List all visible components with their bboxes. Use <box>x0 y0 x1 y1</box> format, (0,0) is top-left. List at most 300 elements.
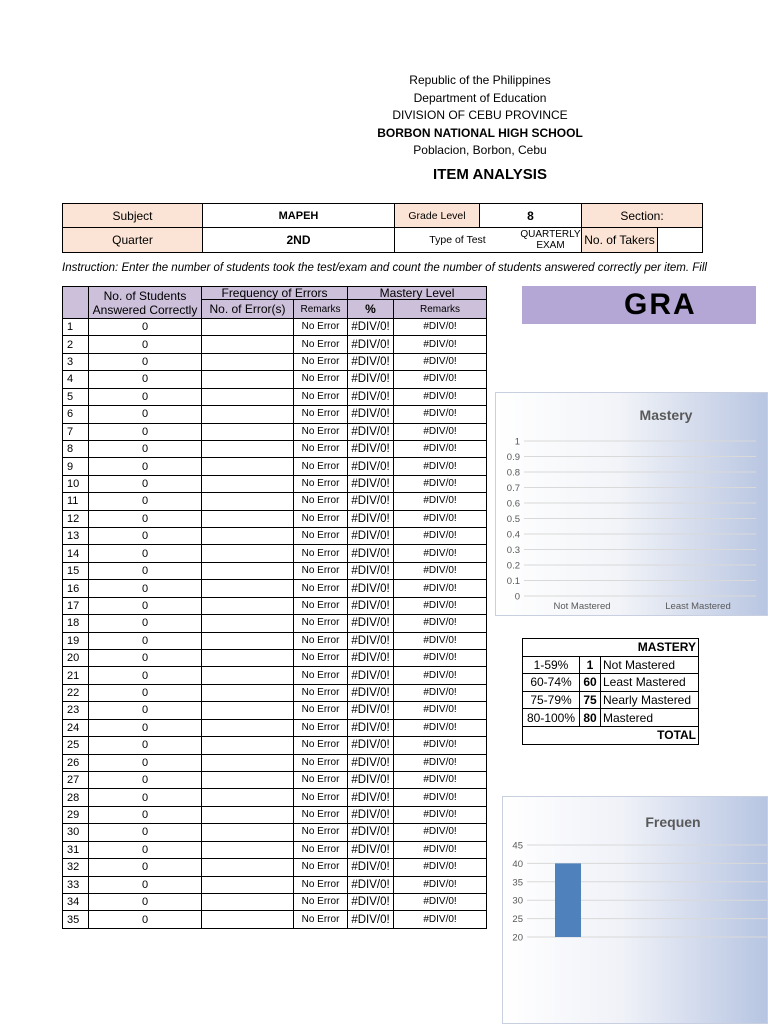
header-school: BORBON NATIONAL HIGH SCHOOL <box>377 125 583 140</box>
students-correct-cell[interactable]: 0 <box>89 406 202 423</box>
remarks-cell: No Error <box>294 806 348 823</box>
mastery-remarks-cell: #DIV/0! <box>394 876 487 893</box>
remarks-cell: No Error <box>294 702 348 719</box>
remarks-cell: No Error <box>294 493 348 510</box>
y-tick-label: 0.3 <box>506 545 520 556</box>
percent-cell: #DIV/0! <box>348 893 394 910</box>
y-tick-label: 25 <box>512 914 523 926</box>
subject-label: Subject <box>63 204 203 228</box>
num-errors-cell[interactable] <box>202 719 294 736</box>
students-correct-cell[interactable]: 0 <box>89 719 202 736</box>
mastery-remarks-cell: #DIV/0! <box>394 406 487 423</box>
mastery-remarks-cell: #DIV/0! <box>394 423 487 440</box>
mastery-table <box>522 638 699 745</box>
num-errors-cell[interactable] <box>202 824 294 841</box>
mastery-remarks-cell: #DIV/0! <box>394 754 487 771</box>
students-correct-cell[interactable]: 0 <box>89 562 202 579</box>
y-tick-label: 0.5 <box>506 514 520 525</box>
students-correct-cell[interactable]: 0 <box>89 684 202 701</box>
mastery-row <box>523 709 699 727</box>
mastery-remarks-cell: #DIV/0! <box>394 440 487 457</box>
mastery-remarks-cell: #DIV/0! <box>394 841 487 858</box>
mastery-row <box>523 674 699 692</box>
y-tick-label: 0.4 <box>506 529 520 541</box>
num-errors-cell[interactable] <box>202 319 294 336</box>
table-row <box>63 475 487 492</box>
students-correct-cell[interactable]: 0 <box>89 754 202 771</box>
percent-cell: #DIV/0! <box>348 597 394 614</box>
num-errors-cell[interactable] <box>202 458 294 475</box>
students-correct-cell[interactable]: 0 <box>89 336 202 353</box>
percent-cell: #DIV/0! <box>348 458 394 475</box>
mastery-label: Nearly Mastered <box>601 691 699 709</box>
remarks-cell: No Error <box>294 458 348 475</box>
num-errors-cell[interactable] <box>202 615 294 632</box>
y-tick-label: 45 <box>512 840 523 852</box>
grade-value[interactable]: 8 <box>480 204 582 228</box>
num-errors-cell[interactable] <box>202 737 294 754</box>
remarks-cell: No Error <box>294 737 348 754</box>
percent-cell: #DIV/0! <box>348 719 394 736</box>
col-percent: % <box>348 300 394 319</box>
remarks-cell: No Error <box>294 336 348 353</box>
students-correct-cell[interactable]: 0 <box>89 702 202 719</box>
num-errors-cell[interactable] <box>202 702 294 719</box>
num-errors-cell[interactable] <box>202 545 294 562</box>
students-correct-cell[interactable]: 0 <box>89 423 202 440</box>
mastery-remarks-cell: #DIV/0! <box>394 493 487 510</box>
item-number: 9 <box>63 458 89 475</box>
num-errors-cell[interactable] <box>202 876 294 893</box>
remarks-cell: No Error <box>294 632 348 649</box>
table-row <box>63 667 487 684</box>
mastery-remarks-cell: #DIV/0! <box>394 789 487 806</box>
x-tick-label: Not Mastered <box>553 601 611 612</box>
remarks-cell: No Error <box>294 789 348 806</box>
mastery-remarks-cell: #DIV/0! <box>394 911 487 928</box>
num-errors-cell[interactable] <box>202 528 294 545</box>
type-value[interactable]: QUARTERLY EXAM <box>520 229 581 251</box>
mastery-label: Least Mastered <box>601 674 699 692</box>
percent-cell: #DIV/0! <box>348 911 394 928</box>
table-row <box>63 562 487 579</box>
percent-cell: #DIV/0! <box>348 615 394 632</box>
col-students-correct <box>89 287 202 319</box>
remarks-cell: No Error <box>294 876 348 893</box>
students-correct-cell[interactable]: 0 <box>89 353 202 370</box>
num-errors-cell[interactable] <box>202 893 294 910</box>
item-number: 13 <box>63 528 89 545</box>
num-errors-cell[interactable] <box>202 580 294 597</box>
y-tick-label: 0.7 <box>506 483 520 494</box>
students-correct-cell[interactable]: 0 <box>89 458 202 475</box>
col-students-line2: Answered Correctly <box>92 302 198 317</box>
mastery-value: 60 <box>580 674 601 692</box>
percent-cell: #DIV/0! <box>348 336 394 353</box>
remarks-cell: No Error <box>294 650 348 667</box>
students-correct-cell[interactable]: 0 <box>89 824 202 841</box>
mastery-value: 1 <box>580 656 601 674</box>
students-correct-cell[interactable]: 0 <box>89 545 202 562</box>
num-errors-cell[interactable] <box>202 754 294 771</box>
remarks-cell: No Error <box>294 545 348 562</box>
num-errors-cell[interactable] <box>202 510 294 527</box>
remarks-cell: No Error <box>294 597 348 614</box>
percent-cell: #DIV/0! <box>348 406 394 423</box>
num-errors-cell[interactable] <box>202 771 294 788</box>
item-number: 6 <box>63 406 89 423</box>
remarks-cell: No Error <box>294 475 348 492</box>
item-number: 17 <box>63 597 89 614</box>
header-address: Poblacion, Borbon, Cebu <box>413 143 547 157</box>
mastery-range: 1-59% <box>523 656 580 674</box>
table-row <box>63 319 487 336</box>
table-row <box>63 528 487 545</box>
mastery-remarks-cell: #DIV/0! <box>394 650 487 667</box>
num-errors-cell[interactable] <box>202 632 294 649</box>
col-remarks: Remarks <box>294 300 348 319</box>
percent-cell: #DIV/0! <box>348 319 394 336</box>
mastery-remarks-cell: #DIV/0! <box>394 562 487 579</box>
mastery-range: 60-74% <box>523 674 580 692</box>
table-row <box>63 876 487 893</box>
y-tick-label: 35 <box>512 877 523 889</box>
students-correct-cell[interactable]: 0 <box>89 493 202 510</box>
item-number: 4 <box>63 371 89 388</box>
remarks-cell: No Error <box>294 580 348 597</box>
num-errors-cell[interactable] <box>202 684 294 701</box>
mastery-chart-svg <box>496 393 768 616</box>
subject-value[interactable]: MAPEH <box>203 204 395 228</box>
percent-cell: #DIV/0! <box>348 824 394 841</box>
students-correct-cell[interactable]: 0 <box>89 876 202 893</box>
y-tick-label: 0.8 <box>506 467 520 479</box>
y-tick-label: 0 <box>514 591 520 603</box>
item-number: 15 <box>63 562 89 579</box>
mastery-remarks-cell: #DIV/0! <box>394 545 487 562</box>
num-errors-cell[interactable] <box>202 806 294 823</box>
header-division: DIVISION OF CEBU PROVINCE <box>392 108 568 122</box>
remarks-cell: No Error <box>294 528 348 545</box>
num-errors-cell[interactable] <box>202 406 294 423</box>
num-errors-cell[interactable] <box>202 388 294 405</box>
table-row <box>63 719 487 736</box>
students-correct-cell[interactable]: 0 <box>89 893 202 910</box>
mastery-label: Not Mastered <box>601 656 699 674</box>
remarks-cell: No Error <box>294 824 348 841</box>
students-correct-cell[interactable]: 0 <box>89 615 202 632</box>
takers-cell <box>582 228 703 253</box>
remarks-cell: No Error <box>294 406 348 423</box>
item-number: 10 <box>63 475 89 492</box>
table-row <box>63 336 487 353</box>
mastery-header: MASTERY <box>523 639 699 657</box>
students-correct-cell[interactable]: 0 <box>89 319 202 336</box>
num-errors-cell[interactable] <box>202 667 294 684</box>
mastery-remarks-cell: #DIV/0! <box>394 528 487 545</box>
item-number: 14 <box>63 545 89 562</box>
percent-cell: #DIV/0! <box>348 493 394 510</box>
page-title: ITEM ANALYSIS <box>433 166 547 183</box>
graph-banner-text: GRA <box>624 288 697 321</box>
mastery-remarks-cell: #DIV/0! <box>394 353 487 370</box>
col-remarks-mastery: Remarks <box>394 300 487 319</box>
remarks-cell: No Error <box>294 353 348 370</box>
item-number: 11 <box>63 493 89 510</box>
mastery-remarks-cell: #DIV/0! <box>394 510 487 527</box>
table-row <box>63 702 487 719</box>
num-errors-cell[interactable] <box>202 597 294 614</box>
col-students-line1: No. of Students <box>103 288 187 303</box>
percent-cell: #DIV/0! <box>348 667 394 684</box>
remarks-cell: No Error <box>294 667 348 684</box>
percent-cell: #DIV/0! <box>348 789 394 806</box>
table-row <box>63 650 487 667</box>
table-row <box>63 545 487 562</box>
item-number: 22 <box>63 684 89 701</box>
percent-cell: #DIV/0! <box>348 440 394 457</box>
table-row <box>63 580 487 597</box>
item-number: 8 <box>63 440 89 457</box>
frequency-chart <box>502 796 768 1024</box>
mastery-remarks-cell: #DIV/0! <box>394 824 487 841</box>
students-correct-cell[interactable]: 0 <box>89 632 202 649</box>
mastery-range: 80-100% <box>523 709 580 727</box>
remarks-cell: No Error <box>294 771 348 788</box>
percent-cell: #DIV/0! <box>348 545 394 562</box>
chart-title: Frequen <box>645 814 701 830</box>
frequency-chart-svg <box>503 797 768 1024</box>
table-row <box>63 353 487 370</box>
document-header <box>300 72 660 160</box>
percent-cell: #DIV/0! <box>348 859 394 876</box>
item-analysis-table <box>62 286 487 929</box>
percent-cell: #DIV/0! <box>348 876 394 893</box>
table-row <box>63 458 487 475</box>
mastery-remarks-cell: #DIV/0! <box>394 667 487 684</box>
item-number: 5 <box>63 388 89 405</box>
remarks-cell: No Error <box>294 911 348 928</box>
y-tick-label: 40 <box>512 858 523 870</box>
students-correct-cell[interactable]: 0 <box>89 650 202 667</box>
table-row <box>63 684 487 701</box>
students-correct-cell[interactable]: 0 <box>89 789 202 806</box>
item-number: 26 <box>63 754 89 771</box>
header-department: Department of Education <box>413 90 547 105</box>
table-row <box>63 632 487 649</box>
item-number: 32 <box>63 859 89 876</box>
percent-cell: #DIV/0! <box>348 423 394 440</box>
mastery-value: 80 <box>580 709 601 727</box>
remarks-cell: No Error <box>294 562 348 579</box>
item-number: 2 <box>63 336 89 353</box>
percent-cell: #DIV/0! <box>348 684 394 701</box>
students-correct-cell[interactable]: 0 <box>89 388 202 405</box>
students-correct-cell[interactable]: 0 <box>89 911 202 928</box>
remarks-cell: No Error <box>294 510 348 527</box>
students-correct-cell[interactable]: 0 <box>89 737 202 754</box>
students-correct-cell[interactable]: 0 <box>89 440 202 457</box>
table-row <box>63 371 487 388</box>
percent-cell: #DIV/0! <box>348 388 394 405</box>
mastery-total-label: TOTAL <box>523 726 699 744</box>
table-row <box>63 789 487 806</box>
mastery-remarks-cell: #DIV/0! <box>394 632 487 649</box>
students-correct-cell[interactable]: 0 <box>89 667 202 684</box>
remarks-cell: No Error <box>294 440 348 457</box>
mastery-rows <box>523 656 699 726</box>
num-errors-cell[interactable] <box>202 650 294 667</box>
col-num-errors: No. of Error(s) <box>202 300 294 319</box>
percent-cell: #DIV/0! <box>348 702 394 719</box>
num-errors-cell[interactable] <box>202 336 294 353</box>
remarks-cell: No Error <box>294 719 348 736</box>
y-tick-label: 20 <box>512 932 523 944</box>
num-errors-cell[interactable] <box>202 475 294 492</box>
students-correct-cell[interactable]: 0 <box>89 371 202 388</box>
mastery-remarks-cell: #DIV/0! <box>394 319 487 336</box>
mastery-remarks-cell: #DIV/0! <box>394 458 487 475</box>
item-number: 19 <box>63 632 89 649</box>
y-tick-label: 0.2 <box>506 560 520 572</box>
col-frequency-errors: Frequency of Errors <box>202 287 348 300</box>
percent-cell: #DIV/0! <box>348 754 394 771</box>
num-errors-cell[interactable] <box>202 440 294 457</box>
table-row <box>63 388 487 405</box>
quarter-label: Quarter <box>63 228 203 253</box>
num-errors-cell[interactable] <box>202 859 294 876</box>
percent-cell: #DIV/0! <box>348 510 394 527</box>
num-errors-cell[interactable] <box>202 353 294 370</box>
info-table <box>62 203 703 253</box>
item-number: 16 <box>63 580 89 597</box>
y-tick-label: 1 <box>514 436 520 448</box>
table-row <box>63 911 487 928</box>
item-number: 23 <box>63 702 89 719</box>
mastery-range: 75-79% <box>523 691 580 709</box>
mastery-remarks-cell: #DIV/0! <box>394 475 487 492</box>
students-correct-cell[interactable]: 0 <box>89 528 202 545</box>
num-errors-cell[interactable] <box>202 841 294 858</box>
item-number: 31 <box>63 841 89 858</box>
students-correct-cell[interactable]: 0 <box>89 859 202 876</box>
percent-cell: #DIV/0! <box>348 632 394 649</box>
students-correct-cell[interactable]: 0 <box>89 806 202 823</box>
mastery-remarks-cell: #DIV/0! <box>394 615 487 632</box>
mastery-row <box>523 656 699 674</box>
students-correct-cell[interactable]: 0 <box>89 597 202 614</box>
y-tick-label: 0.9 <box>506 452 520 463</box>
item-number: 25 <box>63 737 89 754</box>
item-number: 21 <box>63 667 89 684</box>
item-number: 3 <box>63 353 89 370</box>
mastery-remarks-cell: #DIV/0! <box>394 719 487 736</box>
header-country: Republic of the Philippines <box>409 73 551 87</box>
table-row <box>63 423 487 440</box>
remarks-cell: No Error <box>294 388 348 405</box>
item-number: 27 <box>63 771 89 788</box>
mastery-chart <box>495 392 768 616</box>
num-errors-cell[interactable] <box>202 423 294 440</box>
students-correct-cell[interactable]: 0 <box>89 771 202 788</box>
percent-cell: #DIV/0! <box>348 771 394 788</box>
item-number: 20 <box>63 650 89 667</box>
item-rows <box>63 319 487 929</box>
mastery-label: Mastered <box>601 709 699 727</box>
item-number: 28 <box>63 789 89 806</box>
students-correct-cell[interactable]: 0 <box>89 580 202 597</box>
percent-cell: #DIV/0! <box>348 475 394 492</box>
type-label: Type of Test <box>429 234 486 246</box>
mastery-remarks-cell: #DIV/0! <box>394 388 487 405</box>
table-row <box>63 737 487 754</box>
chart-title: Mastery <box>639 407 693 423</box>
item-number: 18 <box>63 615 89 632</box>
mastery-remarks-cell: #DIV/0! <box>394 859 487 876</box>
students-correct-cell[interactable]: 0 <box>89 510 202 527</box>
instruction-text: Instruction: Enter the number of students took the test/exam and count the number of students answered correctly per item. Fill <box>62 262 707 274</box>
table-row <box>63 597 487 614</box>
remarks-cell: No Error <box>294 423 348 440</box>
num-errors-cell[interactable] <box>202 789 294 806</box>
remarks-cell: No Error <box>294 371 348 388</box>
x-tick-label: Least Mastered <box>665 601 731 612</box>
remarks-cell: No Error <box>294 754 348 771</box>
percent-cell: #DIV/0! <box>348 580 394 597</box>
table-row <box>63 806 487 823</box>
table-row <box>63 510 487 527</box>
percent-cell: #DIV/0! <box>348 650 394 667</box>
num-errors-cell[interactable] <box>202 371 294 388</box>
quarter-value[interactable]: 2ND <box>203 228 395 253</box>
mastery-remarks-cell: #DIV/0! <box>394 702 487 719</box>
item-number: 34 <box>63 893 89 910</box>
mastery-row <box>523 691 699 709</box>
item-number: 7 <box>63 423 89 440</box>
y-tick-label: 30 <box>512 895 523 907</box>
item-number: 1 <box>63 319 89 336</box>
students-correct-cell[interactable]: 0 <box>89 841 202 858</box>
percent-cell: #DIV/0! <box>348 806 394 823</box>
num-errors-cell[interactable] <box>202 493 294 510</box>
mastery-value: 75 <box>580 691 601 709</box>
item-number: 24 <box>63 719 89 736</box>
table-row <box>63 440 487 457</box>
mastery-remarks-cell: #DIV/0! <box>394 371 487 388</box>
percent-cell: #DIV/0! <box>348 562 394 579</box>
remarks-cell: No Error <box>294 615 348 632</box>
table-row <box>63 754 487 771</box>
table-row <box>63 406 487 423</box>
mastery-remarks-cell: #DIV/0! <box>394 684 487 701</box>
percent-cell: #DIV/0! <box>348 737 394 754</box>
chart-bar <box>555 863 581 937</box>
remarks-cell: No Error <box>294 859 348 876</box>
item-number: 30 <box>63 824 89 841</box>
item-number: 29 <box>63 806 89 823</box>
num-errors-cell[interactable] <box>202 562 294 579</box>
table-row <box>63 615 487 632</box>
col-item-number <box>63 287 89 319</box>
takers-label: No. of Takers <box>582 228 658 252</box>
mastery-remarks-cell: #DIV/0! <box>394 893 487 910</box>
remarks-cell: No Error <box>294 893 348 910</box>
num-errors-cell[interactable] <box>202 911 294 928</box>
grade-label: Grade Level <box>395 204 480 228</box>
students-correct-cell[interactable]: 0 <box>89 475 202 492</box>
y-tick-label: 0.1 <box>506 576 520 587</box>
item-number: 35 <box>63 911 89 928</box>
